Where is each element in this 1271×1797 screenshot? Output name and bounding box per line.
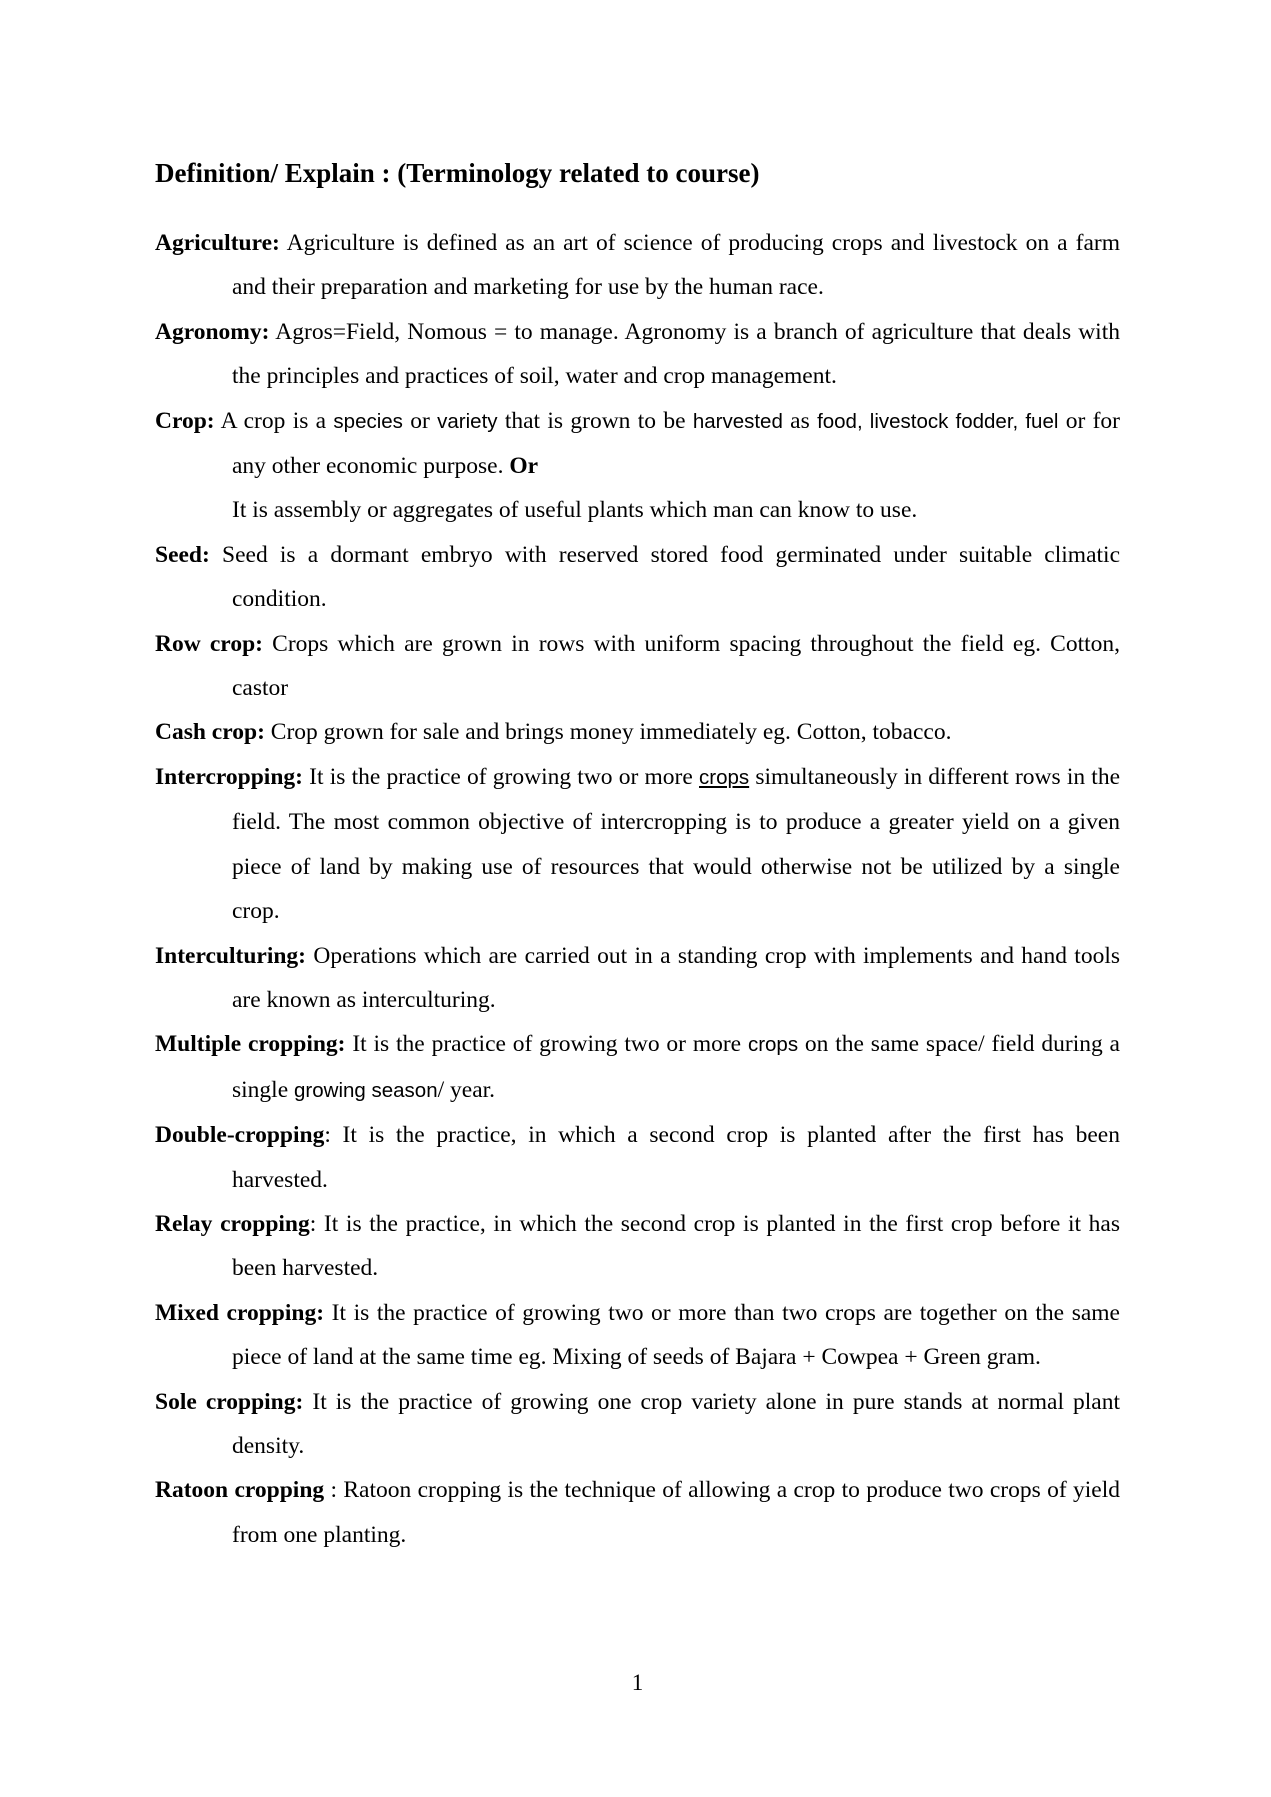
definition-double-cropping <box>155 1113 1120 1202</box>
definition-text: as <box>782 407 818 434</box>
definition-text: Agriculture is defined as an art of science of producing crops and livestock on a farm and their preparation and marketing for use by the human race. <box>232 230 1120 301</box>
term-label: Cash crop: <box>155 719 265 746</box>
definition-alt-text: It is assembly or aggregates of useful plants which man can know to use. <box>232 497 918 524</box>
definition-text: Operations which are carried out in a standing crop with implements and hand tools are known as interculturing. <box>232 942 1120 1013</box>
definition-text: Seed is a dormant embryo with reserved stored food germinated under suitable climatic condition. <box>209 541 1120 613</box>
term-label: Mixed cropping: <box>155 1299 325 1326</box>
term-label: Row crop: <box>155 630 263 657</box>
term-label: Sole cropping: <box>155 1388 304 1415</box>
term-label: Intercropping: <box>155 763 303 790</box>
definition-text: / year. <box>437 1076 496 1103</box>
definition-text-sans: food, livestock fodder, fuel <box>817 409 1059 433</box>
term-label: Double-cropping <box>155 1122 325 1149</box>
definition-intercropping <box>155 755 1120 934</box>
term-label: Agronomy: <box>155 318 270 345</box>
definition-text: It is the practice of growing one crop variety alone in pure stands at normal plant density. <box>232 1388 1121 1459</box>
definition-agronomy <box>155 310 1120 399</box>
definition-text: or for any other economic purpose. <box>232 407 1121 480</box>
definition-seed <box>155 533 1120 622</box>
definition-text-sans: species <box>333 409 403 433</box>
definition-relay-cropping <box>155 1202 1120 1291</box>
definition-text: Crops which are grown in rows with uniform spacing throughout the field eg. Cotton, castor <box>232 630 1120 702</box>
definition-text: : It is the practice, in which the second crop is planted in the first crop before it has been harvested. <box>232 1210 1120 1282</box>
page-heading: Definition/ Explain : (Terminology related to course) <box>155 158 760 188</box>
or-label: Or <box>509 453 539 480</box>
term-label: Relay cropping <box>155 1210 310 1237</box>
definition-row-crop <box>155 622 1120 711</box>
term-label: Multiple cropping: <box>155 1031 346 1058</box>
definition-text: A crop is a <box>214 407 334 434</box>
definition-text: Agros=Field, Nomous = to manage. Agronomy is a branch of agriculture that deals with the principles and practices of soil, water and crop management. <box>232 318 1120 390</box>
definition-text: simultaneously in different rows in the field. The most common objective of intercropping is to produce a greater yield on a given piece of land by making use of resources that would otherwise not be utilized by a single crop. <box>232 763 1121 925</box>
term-label: Interculturing: <box>155 942 307 969</box>
definition-text-sans: growing season <box>294 1078 438 1102</box>
definition-sole-cropping <box>155 1380 1120 1469</box>
definition-text: Crop grown for sale and brings money immediately eg. Cotton, tobacco. <box>264 719 952 746</box>
definition-mixed-cropping <box>155 1291 1120 1380</box>
definition-text: : It is the practice, in which a second crop is planted after the first has been harvested. <box>232 1122 1120 1193</box>
definition-ratoon-cropping <box>155 1468 1120 1557</box>
definition-text: It is the practice of growing two or more than two crops are together on the same piece of land at the same time eg. Mixing of seeds of Bajara + Cowpea + Green gram. <box>232 1299 1120 1371</box>
term-label: Agriculture: <box>155 230 280 256</box>
term-label: Seed: <box>155 541 210 568</box>
term-label: Crop: <box>155 407 215 434</box>
definition-text: or <box>402 407 438 434</box>
definition-text: It is the practice of growing two or more <box>302 763 699 790</box>
definition-text-sans: variety <box>437 409 498 433</box>
document-page <box>155 0 1120 1797</box>
definition-interculturing <box>155 934 1120 1023</box>
definition-multiple-cropping <box>155 1022 1120 1113</box>
definition-text: It is the practice of growing two or more <box>345 1031 748 1058</box>
page-number: 1 <box>631 1670 644 1695</box>
definition-agriculture <box>155 221 1120 310</box>
definition-crop <box>155 399 1120 533</box>
definition-text: on the same space/ field during a single <box>232 1031 1120 1103</box>
definitions-list <box>155 221 1120 1557</box>
definition-cash-crop <box>155 710 1120 754</box>
definition-text: that is grown to be <box>497 407 693 434</box>
definition-text: : Ratoon cropping is the technique of allowing a crop to produce two crops of yield from one planting. <box>232 1477 1120 1548</box>
definition-text-sans: crops <box>747 1033 799 1057</box>
term-label: Ratoon cropping <box>155 1477 325 1504</box>
definition-text-sans: harvested <box>692 409 783 433</box>
crops-link[interactable]: crops <box>699 765 750 789</box>
